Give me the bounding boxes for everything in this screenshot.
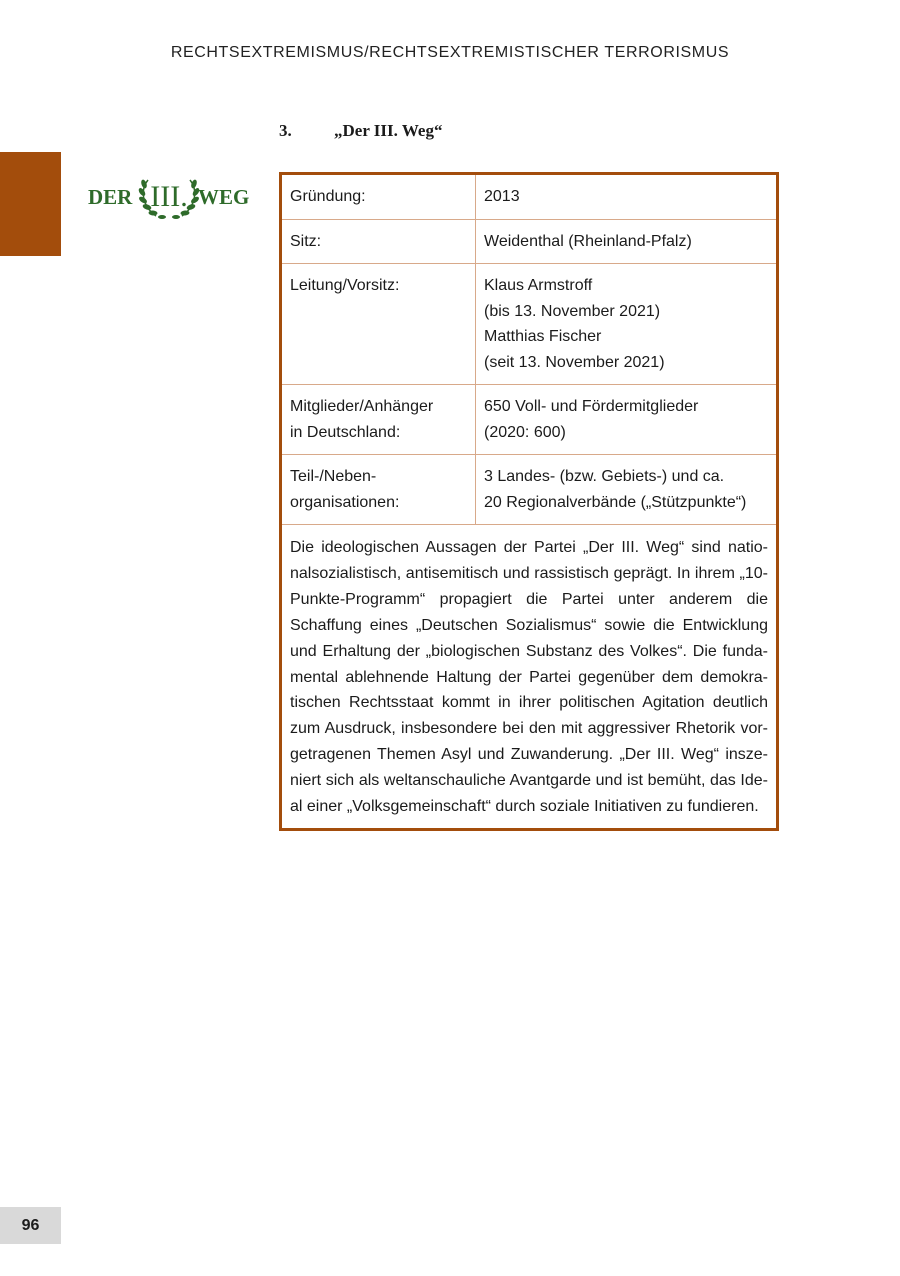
value-line: 20 Regionalverbände („Stützpunkte“) xyxy=(484,493,747,511)
value-seat: Weidenthal (Rheinland-Pfalz) xyxy=(484,232,692,250)
leader-line: (bis 13. November 2021) xyxy=(484,302,661,320)
value-suborganisations xyxy=(476,455,776,524)
info-table xyxy=(279,172,779,831)
section-heading xyxy=(279,121,442,141)
page-number: 96 xyxy=(0,1207,61,1244)
table-row-members xyxy=(282,385,776,455)
logo-numeral: III. xyxy=(150,180,188,213)
description-paragraph: Die ideologischen Aussagen der Partei „Der III. Weg“ sind nationalsozialistisch, antisemitisch und rassistisch geprägt. In ihrem „10-Punkte-Programm“ propagiert die Partei unter anderem die Schaffung eines „Deutschen Sozialismus“ sowie die Entwicklung und Erhaltung der „biologischen Substanz des Volkes“. Die fundamental ablehnende Haltung der Partei gegenüber dem demokratischen Rechtsstaat kommt in ihrer politischen Agitation deutlich zum Ausdruck, insbesondere bei den mit aggressiver Rhetorik vorgetragenen Themen Asyl und Zuwanderung. „Der III. Weg“ inszeniert sich als weltanschauliche Avantgarde und ist bemüht, das Ideal einer „Volksgemeinschaft“ durch soziale Initiativen zu fundieren. xyxy=(290,539,768,816)
label-founding: Gründung: xyxy=(282,175,476,219)
table-row-suborganisations xyxy=(282,455,776,525)
table-row-founding xyxy=(282,175,776,220)
leader-line: Klaus Armstroff xyxy=(484,277,593,294)
label-suborganisations xyxy=(282,455,476,524)
section-number: 3. xyxy=(279,121,292,140)
value-leadership xyxy=(476,264,776,384)
label-line: in Deutschland: xyxy=(290,423,401,441)
label-members xyxy=(282,385,476,454)
label-line: Mitglieder/Anhänger xyxy=(290,398,434,415)
value-line: 650 Voll- und Fördermitglieder xyxy=(484,398,699,415)
section-title: „Der III. Weg“ xyxy=(334,121,443,140)
value-founding: 2013 xyxy=(484,188,520,205)
logo-word-weg: WEG xyxy=(198,185,250,209)
leader-line: Matthias Fischer xyxy=(484,328,602,345)
label-line: organisationen: xyxy=(290,493,400,511)
label-line: Teil-/Neben- xyxy=(290,468,377,485)
der-iii-weg-logo xyxy=(86,166,252,226)
value-members xyxy=(476,385,776,454)
label-leadership: Leitung/Vorsitz: xyxy=(282,264,476,384)
leader-line: (seit 13. November 2021) xyxy=(484,353,665,371)
table-row-leadership xyxy=(282,264,776,385)
running-header: RECHTSEXTREMISMUS/RECHTSEXTREMISTISCHER TERRORISMUS xyxy=(170,44,730,61)
chapter-tab-marker xyxy=(0,152,61,256)
label-seat: Sitz: xyxy=(282,220,476,264)
value-line: 3 Landes- (bzw. Gebiets-) und ca. xyxy=(484,468,725,485)
value-line: (2020: 600) xyxy=(484,423,566,441)
logo-word-der: DER xyxy=(88,185,133,209)
table-row-seat xyxy=(282,220,776,265)
